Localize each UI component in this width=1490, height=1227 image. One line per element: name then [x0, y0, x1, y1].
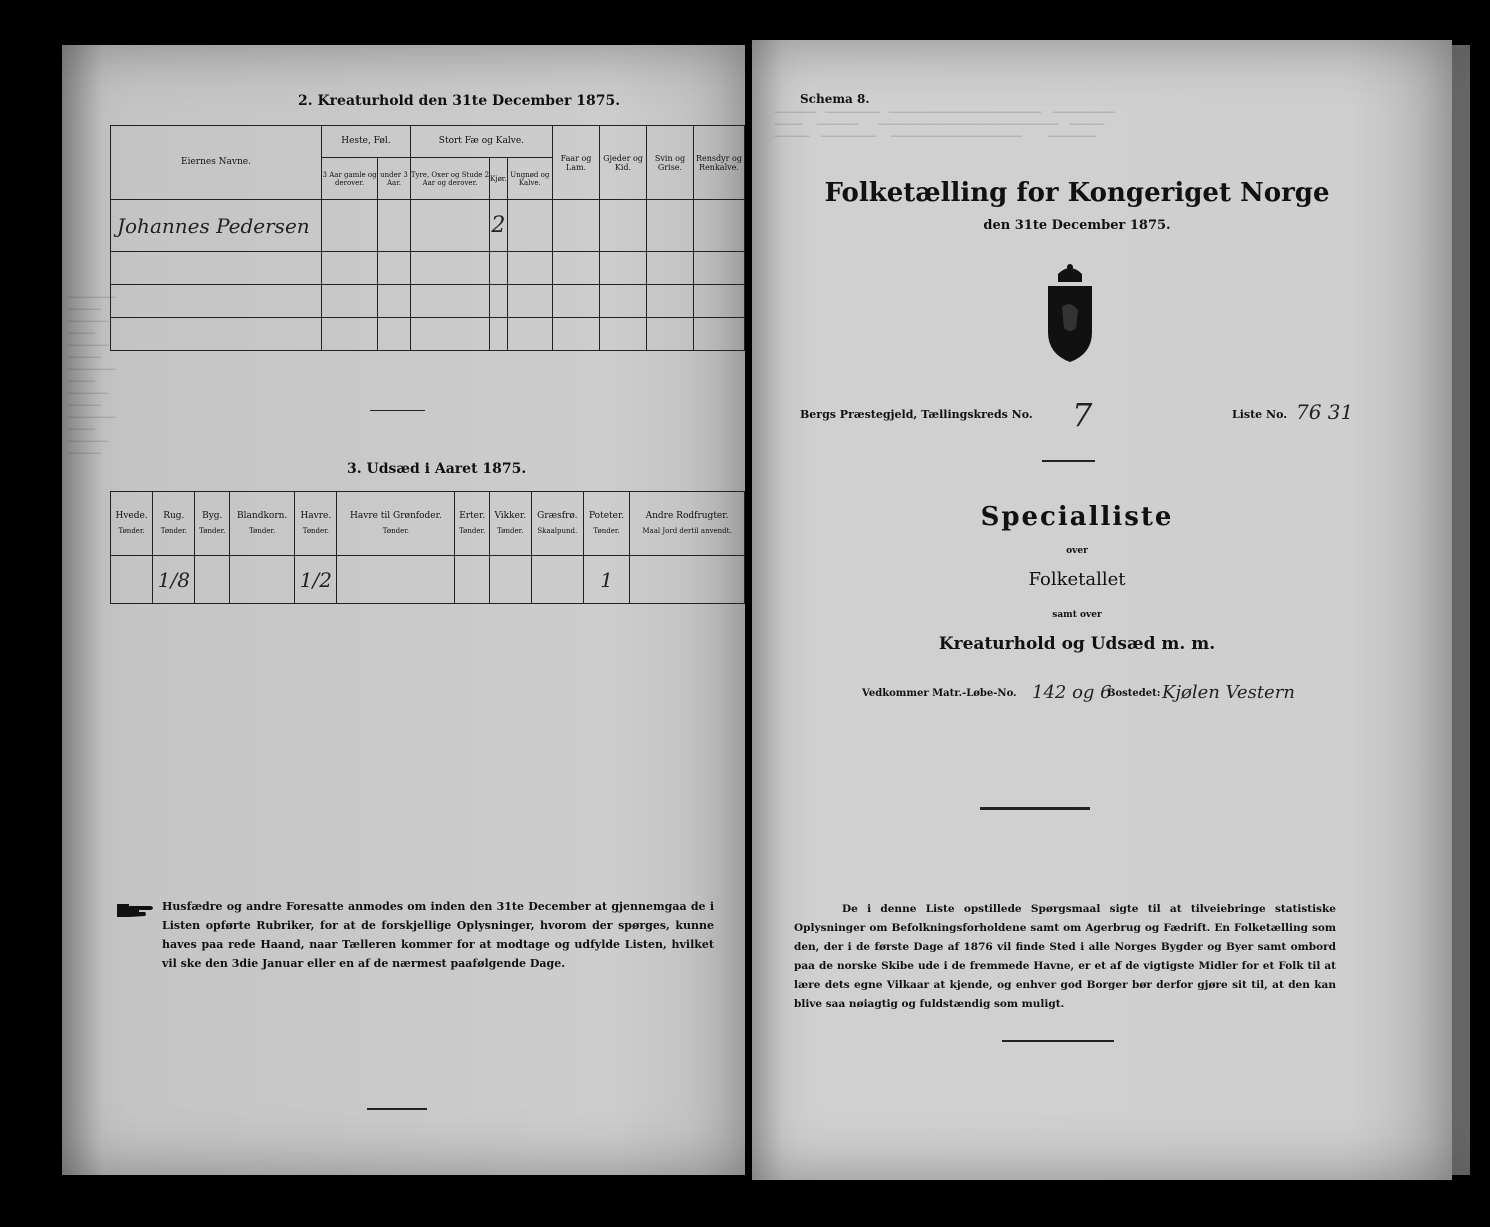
over-text: over: [1066, 546, 1088, 556]
horses-3plus-header: 3 Aar gamle og derover.: [322, 170, 377, 187]
sowing-header-cell: [455, 492, 490, 556]
cattle-cows-value-cell: [490, 200, 507, 252]
horses-group-cell: [322, 126, 411, 158]
sowing-value-cell: [531, 556, 584, 604]
sowing-crop-name: Havre til Grønfoder.: [350, 511, 442, 521]
parish-number: 7: [1072, 396, 1093, 434]
horses-3plus-value: [322, 200, 378, 252]
bosted-label: Bostedet:: [1107, 688, 1161, 699]
table-row: [111, 285, 322, 318]
goats-cell: [600, 126, 647, 200]
sowing-header-cell: [111, 492, 153, 556]
cattle-young-cell: [507, 158, 552, 200]
instruction-text: Husfædre og andre Foresatte anmodes om inden den 31te December at gjennemgaa de i Listen opførte Rubriker, for at de forskjellige Oplysninger, hvorom der spørges, kunne haves paa rede Haand, naar Tælleren kommer for at modtage og udfylde Listen, hvilket vil ske den 3die Januar eller en af de nærmest paafølgende Dage.: [162, 900, 714, 970]
parish-line: [800, 396, 1420, 434]
owner-name: Johannes Pedersen: [117, 213, 310, 238]
horses-under3-value: [378, 200, 411, 252]
bleed-through-left: ▔▔▔▔▔▔▔ ▔▔▔▔▔ ▔▔▔▔▔▔ ▔▔▔▔ ▔▔▔▔▔▔ ▔▔▔▔▔ ▔▔▔▔▔▔▔ ▔▔▔▔ ▔▔▔▔▔▔ ▔▔▔▔▔ ▔▔▔▔▔▔▔ ▔▔▔▔ ▔▔▔▔▔▔ ▔▔▔▔▔: [67, 298, 116, 464]
horses-group-header: Heste, Føl.: [341, 136, 391, 146]
sowing-value-cell: [230, 556, 295, 604]
cattle-group-header: Stort Fæ og Kalve.: [438, 136, 525, 146]
bottom-divider-left: [367, 1108, 427, 1110]
sowing-value-cell: [195, 556, 230, 604]
sowing-crop-name: Rug.: [163, 511, 185, 521]
samt-over-text: samt over: [1052, 610, 1102, 620]
reindeer-value: [694, 200, 745, 252]
cattle-bulls-value: [410, 200, 489, 252]
horses-3plus-cell: [322, 158, 378, 200]
cattle-cows-header: Kjør.: [490, 174, 507, 183]
main-title: Folketælling for Kongeriget Norge: [824, 178, 1330, 208]
sowing-value-cell: [153, 556, 195, 604]
schema-label: Schema 8.: [800, 92, 870, 106]
page-edge: [1452, 45, 1470, 1175]
sowing-crop-name: Erter.: [459, 511, 486, 521]
sowing-crop-name: Hvede.: [115, 511, 148, 521]
sowing-value: 1: [600, 567, 613, 592]
footer-text: De i denne Liste opstillede Spørgsmaal sigte til at tilveiebringe statistiske Oplysninger om Befolkningsforholdene samt om Agerbrug og Fædrift. En Folketælling som den, der i de første Dage af 1876 vil finde Sted i alle Norges Bygder og Byer samt ombord paa de norske Skibe ude i de fremmede Havne, er et af de vigtigste Midler for et Folk til at lære dets egne Vilkaar at kjende, og enhver god Borger bør derfor gjøre sit til, at den kan blive saa nøiagtig og fuldstændig som muligt.: [794, 903, 1336, 1010]
owner-value-cell: [111, 200, 322, 252]
sheep-cell: [553, 126, 600, 200]
horses-under3-header: under 3 Aar.: [380, 170, 408, 187]
sowing-value-cell: [295, 556, 337, 604]
owner-header: Eiernes Navne.: [181, 157, 251, 167]
sowing-value: 1/2: [299, 567, 332, 592]
divider-bottom: [1002, 1040, 1114, 1042]
owner-header-cell: [111, 126, 322, 200]
cattle-young-header: Ungnød og Kalve.: [510, 170, 550, 187]
horses-under3-cell: [378, 158, 411, 200]
goats-header: Gjeder og Kid.: [603, 153, 643, 172]
sowing-header-cell: [490, 492, 532, 556]
sowing-crop-name: Vikker.: [494, 511, 527, 521]
sowing-crop-name: Andre Rodfrugter.: [645, 511, 729, 521]
cattle-group-cell: [410, 126, 552, 158]
sowing-unit: Tønder.: [459, 527, 486, 535]
sowing-header-cell: [531, 492, 584, 556]
cattle-bulls-header: Tyre, Oxer og Stude 2 Aar og derover.: [410, 170, 490, 187]
parish-label: Bergs Præstegjeld, Tællingskreds No.: [800, 408, 1033, 421]
list-number: 76 31: [1296, 400, 1354, 424]
sowing-value-cell: [337, 556, 455, 604]
cattle-young-value: [507, 200, 552, 252]
sowing-value-cell: [630, 556, 745, 604]
section-divider: [370, 410, 425, 411]
pigs-header: Svin og Grise.: [654, 153, 686, 172]
section3-title: 3. Udsæd i Aaret 1875.: [347, 461, 527, 477]
sowing-value: 1/8: [157, 567, 190, 592]
sowing-header-cell: [630, 492, 745, 556]
bleed-through-right: ▔▔▔▔▔▔ ▔▔▔▔▔▔▔▔ ▔▔▔▔▔▔▔▔▔▔▔▔▔▔▔▔▔▔▔▔▔▔ ▔▔▔▔▔▔▔▔▔ ▔▔▔▔ ▔▔▔▔▔▔ ▔▔▔▔▔▔▔▔▔▔▔▔▔▔▔▔▔▔▔▔▔▔▔▔▔▔ ▔▔▔▔▔ ▔▔▔▔▔ ▔▔▔▔▔▔▔▔ ▔▔▔▔▔▔▔▔▔▔▔▔▔▔▔▔▔▔▔ ▔▔▔▔▔▔▔: [774, 113, 1115, 147]
matr-value: 142 og 6: [1032, 682, 1112, 703]
sowing-unit: Tønder.: [199, 527, 226, 535]
cattle-bulls-cell: [410, 158, 489, 200]
reindeer-header: Rensdyr og Renkalve.: [696, 153, 742, 172]
sowing-header-cell: [337, 492, 455, 556]
left-page: [62, 45, 745, 1175]
sowing-value-cell: [584, 556, 630, 604]
table-row: [111, 252, 322, 285]
sowing-header-cell: [230, 492, 295, 556]
sowing-crop-name: Græsfrø.: [537, 511, 578, 521]
divider-middle: [980, 807, 1090, 810]
goats-value: [600, 200, 647, 252]
sowing-unit: Skaalpund.: [537, 527, 578, 535]
section2-title: 2. Kreaturhold den 31te December 1875.: [298, 93, 621, 109]
divider-top: [1042, 460, 1095, 462]
cows-count: 2: [491, 213, 506, 238]
bosted-value: Kjølen Vestern: [1162, 682, 1295, 703]
sowing-header-cell: [195, 492, 230, 556]
sowing-header-cell: [295, 492, 337, 556]
sowing-value-cell: [111, 556, 153, 604]
reindeer-cell: [694, 126, 745, 200]
sowing-header-cell: [153, 492, 195, 556]
sowing-header-cell: [584, 492, 630, 556]
list-label: Liste No.: [1232, 408, 1288, 421]
sowing-table: [110, 491, 745, 604]
matr-line: [862, 682, 1422, 712]
right-page: [752, 40, 1452, 1180]
sowing-unit: Tønder.: [160, 527, 187, 535]
sowing-unit: Tønder.: [249, 527, 276, 535]
sowing-unit: Tønder.: [593, 527, 620, 535]
sowing-value-cell: [490, 556, 532, 604]
livestock-table: [110, 125, 745, 351]
sowing-crop-name: Havre.: [300, 511, 332, 521]
sheep-header: Faar og Lam.: [560, 153, 592, 172]
subtitle: den 31te December 1875.: [983, 218, 1171, 233]
kreaturhold-heading: Kreaturhold og Udsæd m. m.: [938, 634, 1216, 654]
sowing-crop-name: Blandkorn.: [237, 511, 288, 521]
specialliste-heading: Specialliste: [980, 502, 1174, 532]
sheep-value: [553, 200, 600, 252]
sowing-value-cell: [455, 556, 490, 604]
pigs-value: [647, 200, 694, 252]
sowing-unit: Tønder.: [302, 527, 329, 535]
sowing-crop-name: Byg.: [202, 511, 223, 521]
matr-label: Vedkommer Matr.-Løbe-No.: [862, 688, 1017, 699]
sowing-unit: Tønder.: [497, 527, 524, 535]
pigs-cell: [647, 126, 694, 200]
cattle-cows-cell: [490, 158, 507, 200]
pointing-hand-icon: [117, 900, 157, 920]
sowing-unit: Tønder.: [382, 527, 410, 535]
table-row: [111, 318, 322, 351]
sowing-unit: Tønder.: [118, 527, 145, 535]
sowing-crop-name: Poteter.: [588, 511, 625, 521]
folketallet-heading: Folketallet: [1028, 569, 1126, 590]
sowing-unit: Maal Jord dertil anvendt.: [642, 527, 732, 535]
coat-of-arms-icon: [1040, 262, 1100, 367]
